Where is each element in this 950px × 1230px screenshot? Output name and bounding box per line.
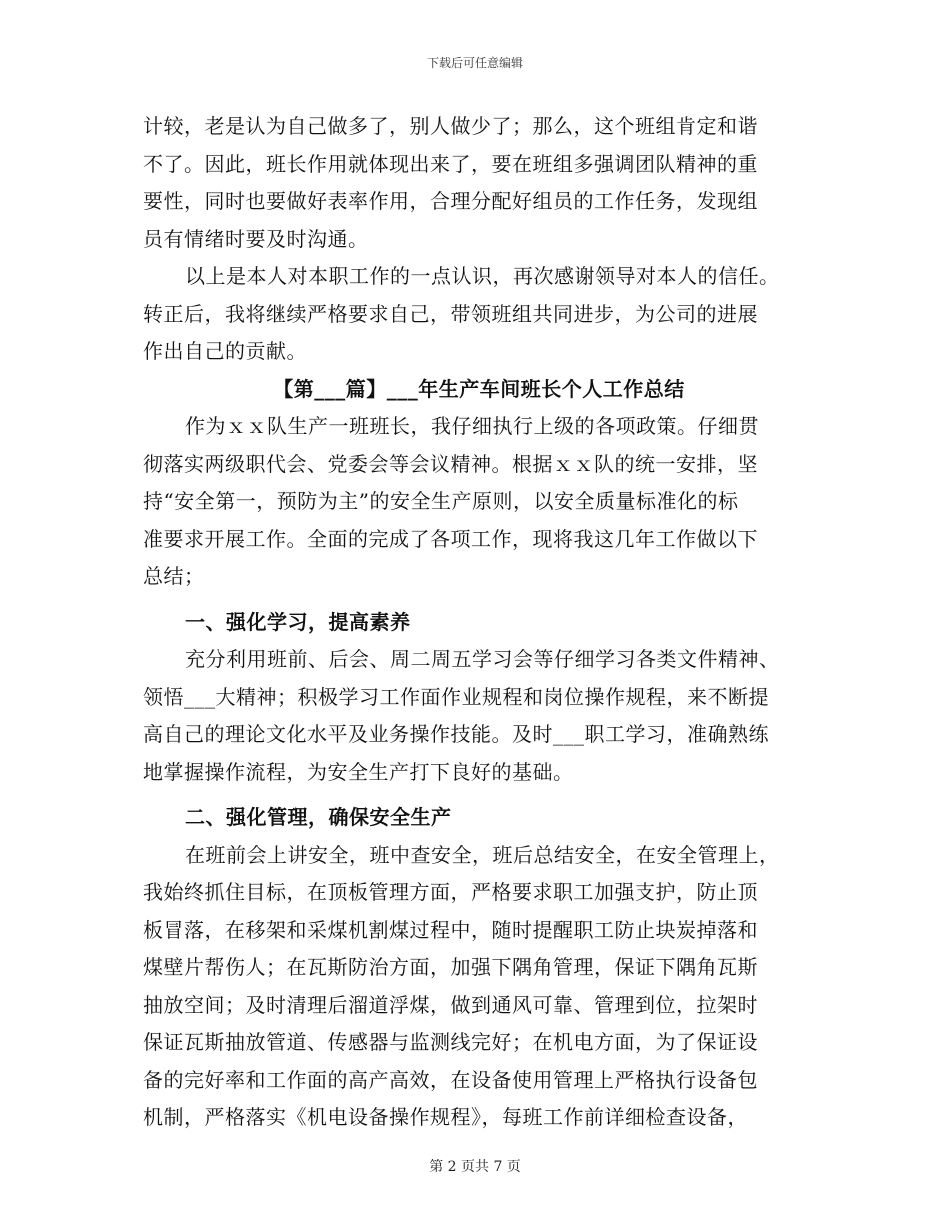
body-line: 以上是本人对本职工作的一点认识，再次感谢领导对本人的信任。 [185, 264, 780, 288]
page-footer: 第 2 页共 7 页 [429, 1159, 521, 1175]
subheading: 二、强化管理，确保安全生产 [185, 805, 452, 829]
body-line: 转正后，我将继续严格要求自己，带领班组共同进步，为公司的进展 [143, 301, 758, 326]
body-line: 不了。因此，班长作用就体现出来了，要在班组多强调团队精神的重 [143, 151, 758, 176]
subheading: 一、强化学习，提高素养 [185, 609, 411, 634]
body-line: 准要求开展工作。全面的完成了各项工作，现将我这几年工作做以下 [143, 526, 758, 551]
body-line: 员有情绪时要及时沟通。 [143, 226, 369, 251]
body-line: 要性，同时也要做好表率作用，合理分配好组员的工作任务，发现组 [143, 189, 758, 213]
body-line: 作出自己的贡献。 [143, 339, 307, 363]
body-line: 总结； [143, 564, 205, 588]
body-line: 机制，严格落实《机电设备操作规程》，每班工作前详细检查设备， [143, 1105, 748, 1129]
body-line: 高自己的理论文化水平及业务操作技能。及时___职工学习，准确熟练 [143, 722, 769, 746]
body-line: 作为ｘｘ队生产一班班长，我仔细执行上级的各项政策。仔细贯 [185, 414, 759, 438]
body-line: 板冒落，在移架和采煤机割煤过程中，随时提醒职工防止块炭掉落和 [143, 917, 758, 942]
page-header: 下载后可任意编辑 [426, 56, 523, 70]
body-line: 领悟___大精神；积极学习工作面作业规程和岗位操作规程，来不断提 [143, 684, 769, 709]
body-line: 彻落实两级职代会、党委会等会议精神。根据ｘｘ队的统一安排，坚 [143, 451, 758, 476]
body-line: 煤壁片帮伤人；在瓦斯防治方面，加强下隅角管理，保证下隅角瓦斯 [143, 955, 758, 979]
body-line: 抽放空间；及时清理后溜道浮煤，做到通风可靠、管理到位，拉架时 [143, 992, 758, 1017]
body-line: 地掌握操作流程，为安全生产打下良好的基础。 [143, 759, 574, 784]
body-line: 我始终抓住目标，在顶板管理方面，严格要求职工加强支护，防止顶 [143, 880, 758, 904]
body-line: 充分利用班前、后会、周二周五学习会等仔细学习各类文件精神、 [185, 647, 780, 671]
body-line: 保证瓦斯抽放管道、传感器与监测线完好；在机电方面，为了保证设 [143, 1030, 758, 1054]
body-line: 持“安全第一，预防为主”的安全生产原则，以安全质量标准化的标 [143, 489, 739, 513]
section-title: 【第___篇】___年生产车间班长个人工作总结 [273, 376, 685, 401]
body-line: 在班前会上讲安全，班中查安全，班后总结安全，在安全管理上， [185, 842, 780, 867]
body-line: 计较，老是认为自己做多了，别人做少了；那么，这个班组肯定和谐 [143, 114, 758, 138]
body-line: 备的完好率和工作面的高产高效，在设备使用管理上严格执行设备包 [143, 1067, 758, 1092]
document-body [143, 108, 815, 1137]
